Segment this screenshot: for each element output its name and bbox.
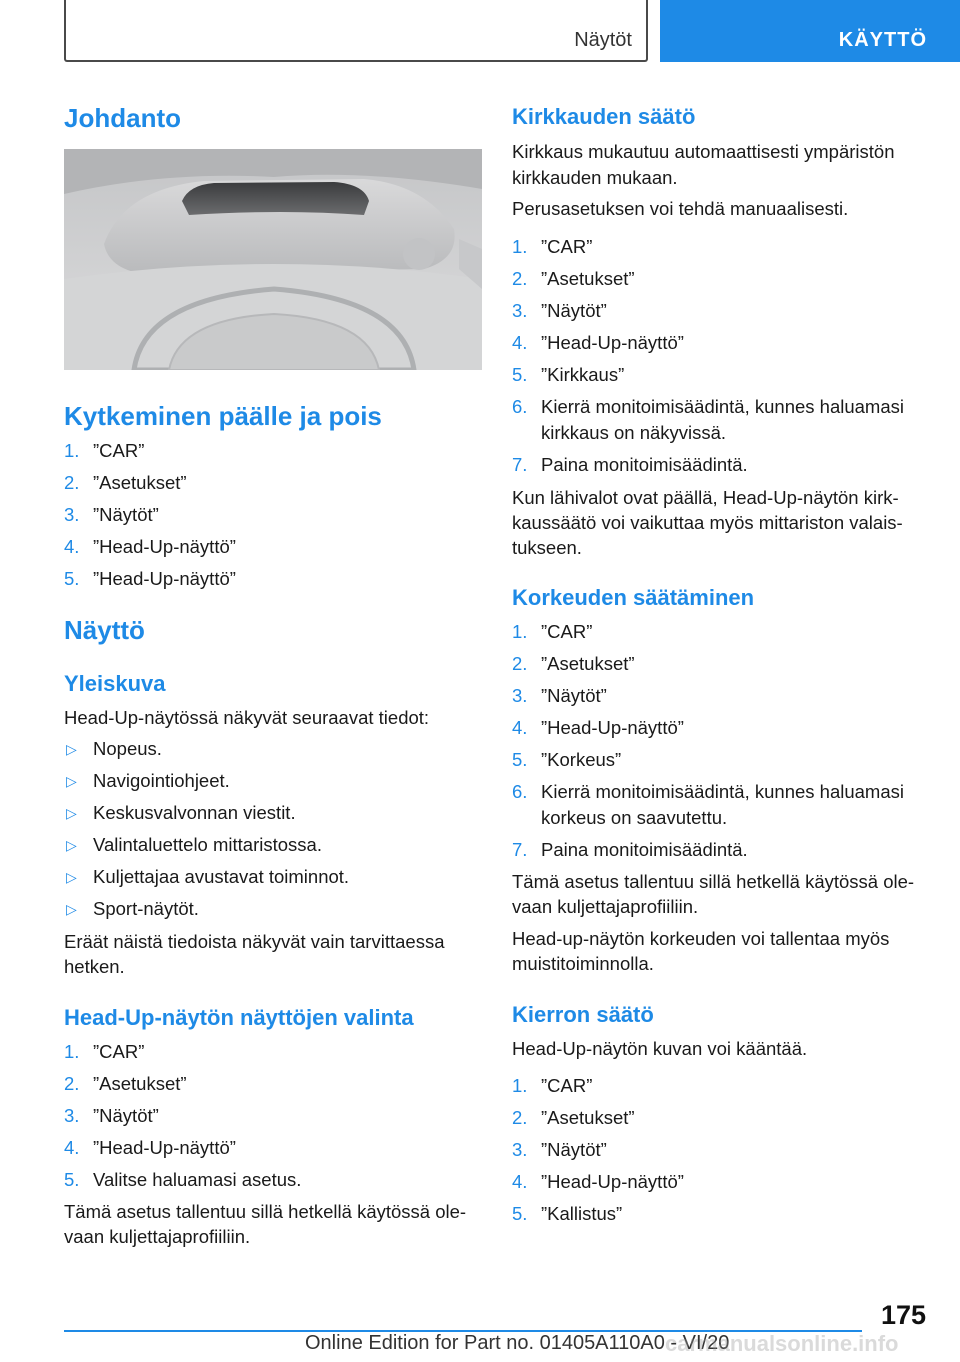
bullet-triangle-icon: ▷: [66, 837, 77, 853]
height-note1-line-1: Tämä asetus tallentuu sillä hetkellä käytössä ole-: [512, 871, 915, 892]
brightness-p2: Perusasetuksen voi tehdä manuaalisesti.: [512, 198, 849, 219]
list-text: Kierrä monitoimisäädintä, kunnes haluamasi: [541, 781, 904, 802]
list-number: 3.: [512, 685, 528, 706]
list-text: ”Näytöt”: [541, 685, 607, 706]
header-chapter-title: Näytöt: [574, 29, 632, 51]
heading-tilt: Kierron säätö: [512, 1002, 654, 1027]
list-text: ”Head-Up-näyttö”: [93, 568, 236, 589]
list-number: 5.: [512, 364, 528, 385]
list-text: ”Head-Up-näyttö”: [541, 1171, 684, 1192]
list-text: ”Näytöt”: [93, 1105, 159, 1126]
list-number: 3.: [64, 1105, 80, 1126]
list-text: ”CAR”: [541, 236, 593, 257]
list-text: ”Korkeus”: [541, 749, 622, 770]
tilt-intro: Head-Up-näytön kuvan voi kääntää.: [512, 1038, 808, 1059]
list-text: ”Asetukset”: [541, 653, 635, 674]
brightness-note-line-3: tukseen.: [512, 537, 582, 558]
heading-display: Näyttö: [64, 615, 145, 645]
bullet-text: Valintaluettelo mittaristossa.: [93, 834, 322, 855]
list-text: ”CAR”: [541, 1075, 593, 1096]
brightness-p1-line-1: Kirkkaus mukautuu automaattisesti ympäristön: [512, 141, 895, 162]
overview-intro: Head-Up-näytössä näkyvät seuraavat tiedot:: [64, 707, 430, 728]
overview-note-line-1: Eräät näistä tiedoista näkyvät vain tarvittaessa: [64, 931, 445, 952]
bullet-text: Navigointiohjeet.: [93, 770, 230, 791]
list-text: ”Head-Up-näyttö”: [541, 717, 684, 738]
list-text: ”Head-Up-näyttö”: [93, 536, 236, 557]
bullet-triangle-icon: ▷: [66, 901, 77, 917]
bullet-text: Nopeus.: [93, 738, 162, 759]
list-text: Paina monitoimisäädintä.: [541, 454, 748, 475]
overview-note-line-2: hetken.: [64, 956, 125, 977]
list-number: 2.: [64, 1073, 80, 1094]
list-number: 1.: [64, 440, 80, 461]
list-text: ”Asetukset”: [93, 1073, 187, 1094]
list-text: ”Kirkkaus”: [541, 364, 625, 385]
list-number: 6.: [512, 781, 528, 802]
footer-edition: Online Edition for Part no. 01405A110A0 - VI/20: [305, 1332, 730, 1354]
select-note-line-2: vaan kuljettajaprofiiliin.: [64, 1226, 251, 1247]
list-text: ”Kallistus”: [541, 1203, 623, 1224]
list-number: 1.: [512, 236, 528, 257]
brightness-note-line-1: Kun lähivalot ovat päällä, Head-Up-näytön kirk-: [512, 487, 899, 508]
header-section-tab[interactable]: [660, 0, 960, 62]
heading-brightness: Kirkkauden säätö: [512, 104, 696, 129]
list-text: ”Head-Up-näyttö”: [93, 1137, 236, 1158]
list-text: ”CAR”: [541, 621, 593, 642]
bullet-triangle-icon: ▷: [66, 869, 77, 885]
list-number: 1.: [64, 1041, 80, 1062]
list-number: 4.: [512, 1171, 528, 1192]
bullet-triangle-icon: ▷: [66, 741, 77, 757]
list-number: 5.: [64, 1169, 80, 1190]
list-text: Paina monitoimisäädintä.: [541, 839, 748, 860]
heading-switch: Kytkeminen päälle ja pois: [64, 401, 382, 431]
list-number: 4.: [512, 332, 528, 353]
list-number: 2.: [64, 472, 80, 493]
bullet-text: Sport-näytöt.: [93, 898, 199, 919]
list-number: 1.: [512, 1075, 528, 1096]
hud-photo-illustration: [64, 149, 482, 370]
height-note2-line-1: Head-up-näytön korkeuden voi tallentaa myös: [512, 928, 890, 949]
list-text: ”Asetukset”: [541, 268, 635, 289]
list-text: ”Näytöt”: [93, 504, 159, 525]
bullet-triangle-icon: ▷: [66, 773, 77, 789]
list-text: ”CAR”: [93, 1041, 145, 1062]
heading-intro: Johdanto: [64, 103, 181, 133]
list-text: ”Head-Up-näyttö”: [541, 332, 684, 353]
heading-overview: Yleiskuva: [64, 671, 166, 696]
list-number: 6.: [512, 396, 528, 417]
list-number: 4.: [64, 1137, 80, 1158]
heading-select: Head-Up-näytön näyttöjen valinta: [64, 1005, 414, 1030]
list-text: ”Näytöt”: [541, 300, 607, 321]
list-number: 3.: [64, 504, 80, 525]
bullet-triangle-icon: ▷: [66, 805, 77, 821]
bullet-text: Keskusvalvonnan viestit.: [93, 802, 296, 823]
list-number: 4.: [64, 536, 80, 557]
page-number: 175: [880, 1300, 926, 1330]
hud-photo: [64, 149, 482, 370]
watermark: carmanualsonline.info: [665, 1331, 899, 1356]
select-note-line-1: Tämä asetus tallentuu sillä hetkellä käytössä ole-: [64, 1201, 467, 1222]
brightness-p1-line-2: kirkkauden mukaan.: [512, 167, 678, 188]
height-note1-line-2: vaan kuljettajaprofiiliin.: [512, 896, 699, 917]
list-text: kirkkaus on näkyvissä.: [541, 422, 727, 443]
list-number: 5.: [64, 568, 80, 589]
list-number: 4.: [512, 717, 528, 738]
list-number: 5.: [512, 1203, 528, 1224]
list-number: 2.: [512, 653, 528, 674]
list-number: 3.: [512, 300, 528, 321]
list-number: 5.: [512, 749, 528, 770]
list-text: Kierrä monitoimisäädintä, kunnes haluamasi: [541, 396, 904, 417]
list-number: 2.: [512, 1107, 528, 1128]
header-section-label: KÄYTTÖ: [838, 29, 927, 51]
list-text: ”CAR”: [93, 440, 145, 461]
list-number: 7.: [512, 839, 528, 860]
list-text: Valitse haluamasi asetus.: [93, 1169, 302, 1190]
list-text: ”Asetukset”: [541, 1107, 635, 1128]
brightness-note-line-2: kaussäätö voi vaikuttaa myös mittariston valais-: [512, 512, 903, 533]
list-text: ”Asetukset”: [93, 472, 187, 493]
list-number: 3.: [512, 1139, 528, 1160]
bullet-text: Kuljettajaa avustavat toiminnot.: [93, 866, 350, 887]
header-chapter-box: [64, 0, 648, 62]
list-number: 1.: [512, 621, 528, 642]
list-text: korkeus on saavutettu.: [541, 807, 728, 828]
height-note2-line-2: muistitoiminnolla.: [512, 953, 654, 974]
heading-height: Korkeuden säätäminen: [512, 585, 755, 610]
list-number: 2.: [512, 268, 528, 289]
list-number: 7.: [512, 454, 528, 475]
list-text: ”Näytöt”: [541, 1139, 607, 1160]
